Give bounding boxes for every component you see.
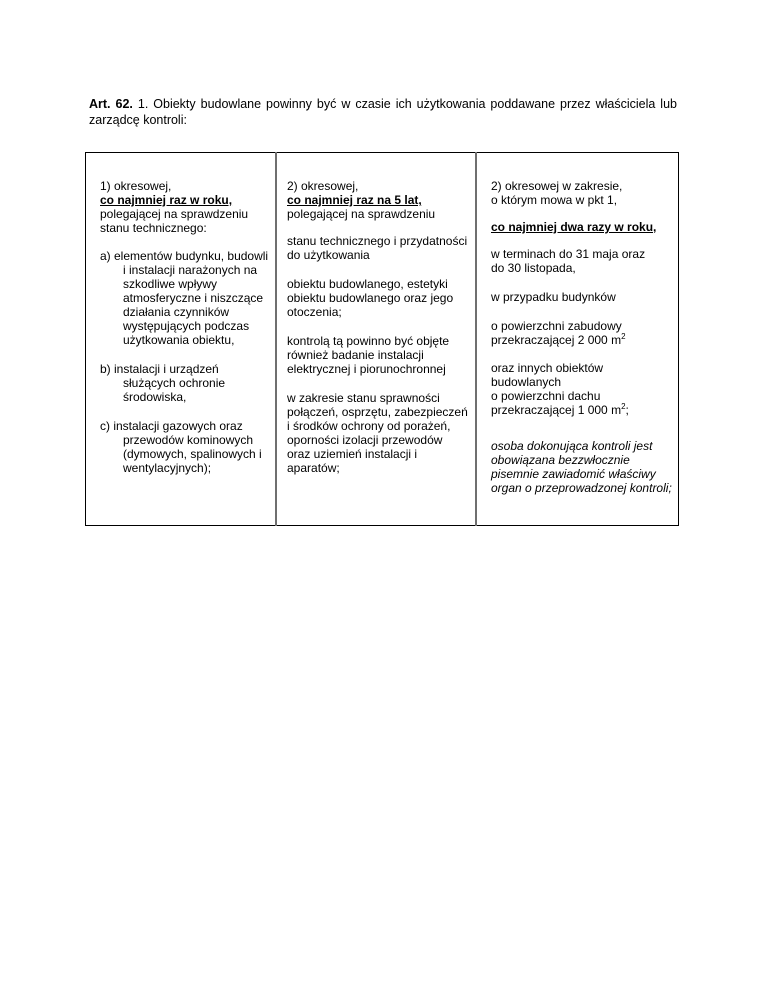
column-annual-inspection — [100, 179, 270, 475]
col3-para1: w terminach do 31 maja oraz do 30 listopada, — [491, 247, 646, 275]
col3-para3-line1: o powierzchni zabudowy — [491, 319, 622, 333]
col3-para2: w przypadku budynków — [491, 290, 616, 304]
col3-para4: oraz innych obiektów budowlanych — [491, 361, 604, 389]
col3-para4-end: ; — [625, 403, 629, 417]
col1-frequency: co najmniej raz w roku, — [100, 193, 233, 207]
col2-heading: 2) okresowej, — [287, 179, 359, 193]
col1-item-c: c) instalacji gazowych oraz przewodów kominowych (dymowych, spalinowych i wentylacyjnych); — [100, 419, 262, 475]
col3-frequency: co najmniej dwa razy w roku, — [491, 220, 657, 234]
col2-para3: kontrolą tą powinno być objęte również badanie instalacji elektrycznej i piorunochronnej — [287, 334, 450, 376]
col2-para4: w zakresie stanu sprawności połączeń, osprzętu, zabezpieczeń i środków ochrony od porażeń, oporności izolacji przewodów oraz uziemień instalacji i aparatów; — [287, 391, 468, 475]
column-divider-2 — [475, 152, 477, 526]
intro-paragraph — [89, 96, 677, 128]
col3-para4-line2: o powierzchni dachu — [491, 389, 601, 403]
col3-heading2: o którym mowa w pkt 1, — [491, 193, 618, 207]
col1-line2: stanu technicznego: — [100, 221, 207, 235]
intro-text: 1. Obiekty budowlane powinny być w czasie ich użytkowania poddawane przez właściciela lub zarządcę kontroli: — [89, 97, 677, 127]
column-five-year-inspection — [287, 179, 469, 475]
col1-item-a: a) elementów budynku, budowli i instalacji narażonych na szkodliwe wpływy atmosferyczne i niszczące działania czynników występujących podczas użytkowania obiektu, — [100, 249, 269, 347]
col3-para4-text: przekraczającej 1 000 m — [491, 403, 622, 417]
col2-para2: obiektu budowlanego, estetyki obiektu budowlanego oraz jego otoczenia; — [287, 277, 454, 319]
column-divider-1 — [275, 152, 277, 526]
article-label: Art. 62. — [89, 97, 133, 111]
col3-para5: osoba dokonująca kontroli jest obowiązana bezzwłocznie pisemnie zawiadomić właściwy organ o przeprowadzonej kontroli; — [491, 439, 672, 495]
col3-para4-line3 — [491, 403, 673, 417]
col3-para3-line2 — [491, 333, 673, 347]
col1-line1: polegającej na sprawdzeniu — [100, 207, 249, 221]
column-biannual-inspection — [491, 179, 673, 495]
col3-para4-superscript: 2 — [621, 402, 626, 411]
col1-item-b: b) instalacji i urządzeń służących ochronie środowiska, — [100, 362, 226, 404]
col1-heading: 1) okresowej, — [100, 179, 172, 193]
col3-para3-text: przekraczającej 2 000 m — [491, 333, 622, 347]
col2-frequency: co najmniej raz na 5 lat, — [287, 193, 422, 207]
col3-para3-superscript: 2 — [621, 332, 626, 341]
col3-heading: 2) okresowej w zakresie, — [491, 179, 623, 193]
col2-para1: stanu technicznego i przydatności do użytkowania — [287, 234, 468, 262]
col2-line1: polegającej na sprawdzeniu — [287, 207, 436, 221]
